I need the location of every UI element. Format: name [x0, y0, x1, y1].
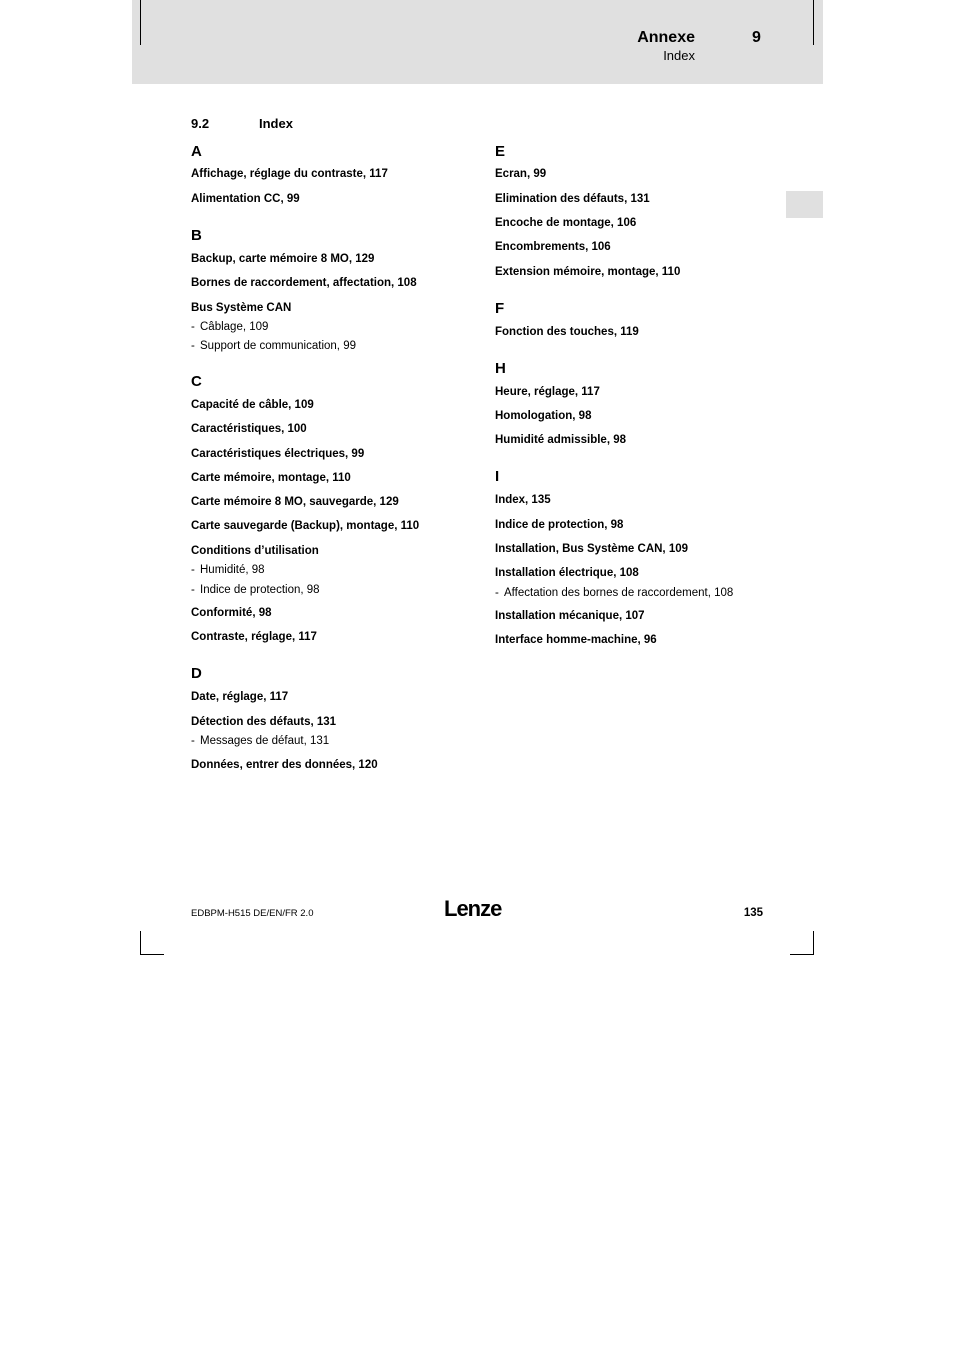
letter-heading-i: I — [495, 468, 500, 485]
index-entry: Installation électrique, 108 — [495, 567, 639, 579]
index-entry: Encombrements, 106 — [495, 241, 611, 253]
index-entry: Heure, réglage, 117 — [495, 386, 600, 398]
section-title: Index — [259, 116, 293, 131]
index-entry: Carte mémoire, montage, 110 — [191, 472, 351, 484]
index-entry: Interface homme-machine, 96 — [495, 634, 657, 646]
index-entry: Contraste, réglage, 117 — [191, 631, 317, 643]
index-entry: Affichage, réglage du contraste, 117 — [191, 168, 388, 180]
document-id: EDBPM-H515 DE/EN/FR 2.0 — [191, 908, 314, 919]
page-number: 135 — [743, 907, 763, 919]
index-sub-entry: Support de communication, 99 — [200, 340, 356, 352]
sub-entry-dash: - — [495, 587, 499, 599]
index-entry: Fonction des touches, 119 — [495, 326, 639, 338]
index-entry: Conformité, 98 — [191, 607, 272, 619]
index-entry: Extension mémoire, montage, 110 — [495, 266, 681, 278]
index-entry: Date, réglage, 117 — [191, 691, 289, 703]
index-entry: Index, 135 — [495, 494, 551, 506]
index-entry: Backup, carte mémoire 8 MO, 129 — [191, 253, 375, 265]
header-band — [132, 0, 823, 84]
index-sub-entry: Affectation des bornes de raccordement, 108 — [504, 587, 734, 599]
sub-entry-dash: - — [191, 564, 195, 576]
sub-entry-dash: - — [191, 321, 195, 333]
sub-entry-dash: - — [191, 340, 195, 352]
letter-heading-c: C — [191, 373, 202, 390]
index-entry: Conditions d’utilisation — [191, 545, 319, 557]
index-entry: Encoche de montage, 106 — [495, 217, 637, 229]
letter-heading-b: B — [191, 227, 202, 244]
index-entry: Détection des défauts, 131 — [191, 716, 337, 728]
letter-heading-a: A — [191, 143, 202, 160]
sub-entry-dash: - — [191, 584, 195, 596]
crop-mark-bottom-left-h — [140, 954, 164, 955]
chapter-side-tab — [786, 191, 823, 218]
chapter-number: 9 — [752, 29, 761, 46]
section-number: 9.2 — [191, 116, 210, 131]
letter-heading-d: D — [191, 665, 202, 682]
sub-entry-dash: - — [191, 735, 195, 747]
index-entry: Ecran, 99 — [495, 168, 547, 180]
index-entry: Alimentation CC, 99 — [191, 193, 300, 205]
letter-heading-h: H — [495, 360, 506, 377]
crop-mark-bottom-right-h — [790, 954, 814, 955]
index-entry: Installation, Bus Système CAN, 109 — [495, 543, 689, 555]
index-sub-entry: Indice de protection, 98 — [200, 584, 320, 596]
index-sub-entry: Humidité, 98 — [200, 564, 265, 576]
lenze-logo: Lenze — [444, 896, 502, 921]
chapter-title: Annexe — [637, 29, 695, 46]
crop-mark-bottom-left-v — [140, 931, 141, 955]
index-entry: Caractéristiques électriques, 99 — [191, 448, 365, 460]
index-entry: Bornes de raccordement, affectation, 108 — [191, 277, 417, 289]
index-entry: Bus Système CAN — [191, 302, 292, 314]
index-entry: Carte sauvegarde (Backup), montage, 110 — [191, 520, 420, 532]
index-entry: Caractéristiques, 100 — [191, 423, 307, 435]
index-entry: Homologation, 98 — [495, 410, 592, 422]
crop-mark-top-left — [140, 0, 141, 45]
letter-heading-f: F — [495, 300, 505, 317]
chapter-subtitle: Index — [663, 48, 695, 63]
index-entry: Elimination des défauts, 131 — [495, 193, 650, 205]
index-entry: Carte mémoire 8 MO, sauvegarde, 129 — [191, 496, 399, 508]
index-entry: Humidité admissible, 98 — [495, 434, 627, 446]
index-entry: Installation mécanique, 107 — [495, 610, 645, 622]
crop-mark-top-right — [813, 0, 814, 45]
index-sub-entry: Messages de défaut, 131 — [200, 735, 330, 747]
index-sub-entry: Câblage, 109 — [200, 321, 269, 333]
index-entry: Données, entrer des données, 120 — [191, 759, 378, 771]
index-entry: Indice de protection, 98 — [495, 519, 624, 531]
index-entry: Capacité de câble, 109 — [191, 399, 314, 411]
crop-mark-bottom-right-v — [813, 931, 814, 955]
letter-heading-e: E — [495, 143, 506, 160]
